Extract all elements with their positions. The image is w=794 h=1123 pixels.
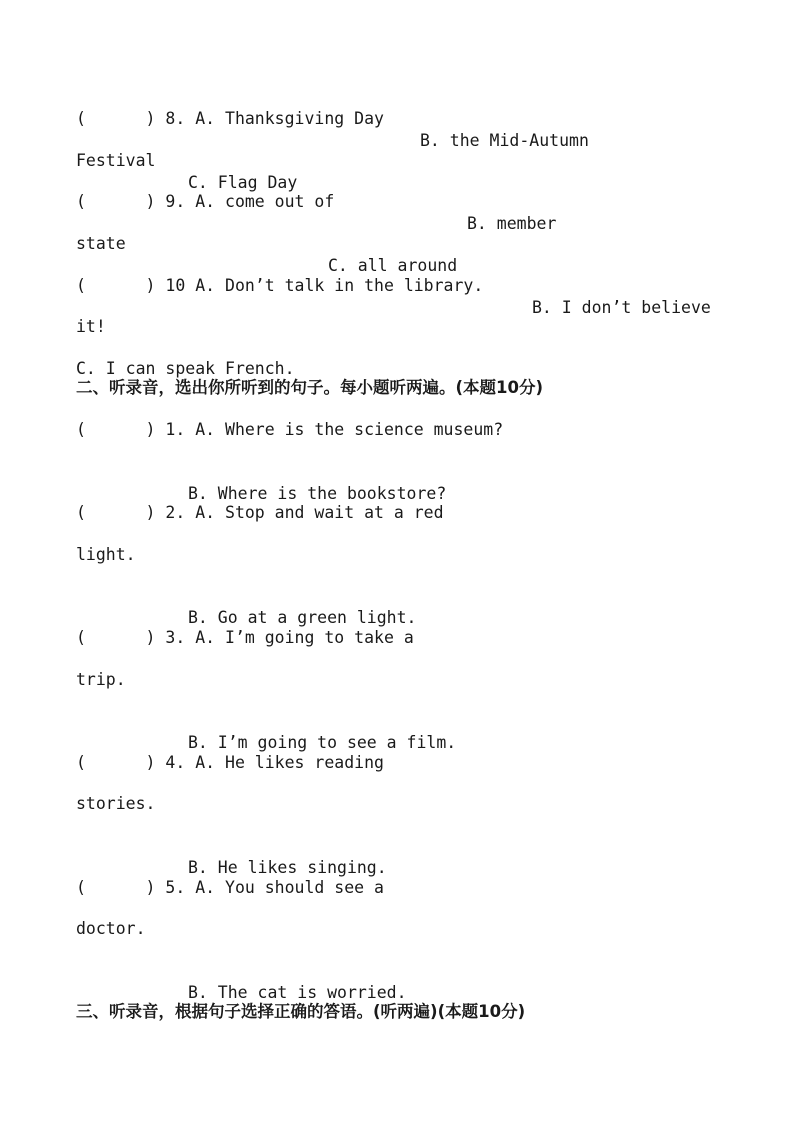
q10-option-b: B. I don’t believe (532, 298, 711, 317)
s2-item2-a-cont: light. (76, 545, 136, 564)
q8-option-b: B. the Mid-Autumn (420, 131, 589, 150)
q8-option-a: ( ) 8. A. Thanksgiving Day (76, 109, 384, 128)
s2-item4-b: B. He likes singing. (188, 858, 387, 877)
section2-heading: 二、听录音，选出你所听到的句子。每小题听两遍。(本题10分) (76, 378, 544, 397)
q10-option-b-cont: it! (76, 317, 106, 336)
s2-item3-a-cont: trip. (76, 670, 126, 689)
q9-option-a: ( ) 9. A. come out of (76, 192, 335, 211)
q10-option-c: C. I can speak French. (76, 359, 295, 378)
s2-item3-b: B. I’m going to see a film. (188, 733, 457, 752)
s2-item2-b: B. Go at a green light. (188, 608, 417, 627)
q9-option-c: C. all around (328, 256, 458, 275)
s2-item4-a-cont: stories. (76, 794, 156, 813)
s2-item2-a: ( ) 2. A. Stop and wait at a red (76, 503, 444, 522)
s2-item1-b: B. Where is the bookstore? (188, 484, 447, 503)
q10-option-a: ( ) 10 A. Don’t talk in the library. (76, 276, 484, 295)
section3-heading: 三、听录音，根据句子选择正确的答语。(听两遍)(本题10分) (76, 1002, 526, 1021)
q8-option-b-cont: Festival (76, 151, 156, 170)
s2-item3-a: ( ) 3. A. I’m going to take a (76, 628, 414, 647)
q8-option-c: C. Flag Day (188, 173, 298, 192)
q9-option-b: B. member (467, 214, 557, 233)
s2-item5-a: ( ) 5. A. You should see a (76, 878, 384, 897)
s2-item4-a: ( ) 4. A. He likes reading (76, 753, 384, 772)
s2-item5-b: B. The cat is worried. (188, 983, 407, 1002)
s2-item5-a-cont: doctor. (76, 919, 146, 938)
s2-item1-a: ( ) 1. A. Where is the science museum? (76, 420, 504, 439)
q9-option-b-cont: state (76, 234, 126, 253)
